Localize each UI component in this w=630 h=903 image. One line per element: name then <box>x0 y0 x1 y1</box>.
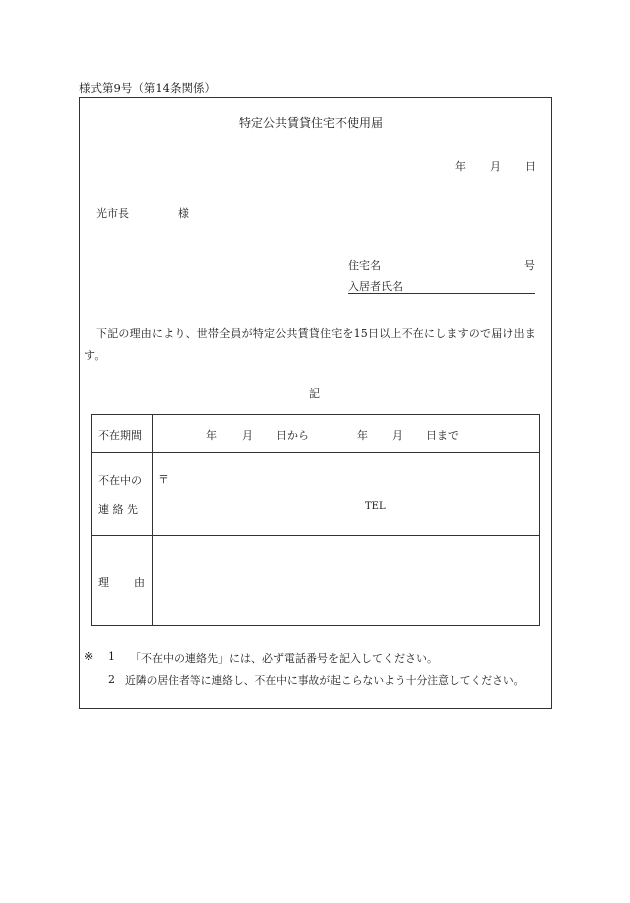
note-2-text: 近隣の居住者等に連絡し、不在中に事故が起こらないよう十分注意してください。 <box>125 674 525 687</box>
period-label: 不在期間 <box>98 429 142 442</box>
reason-label-char2: 由 <box>134 576 145 589</box>
note-1-text: 「不在中の連絡先」には、必ず電話番号を記入してください。 <box>130 652 438 665</box>
period-to-month: 月 <box>392 429 403 442</box>
date-year: 年 <box>455 160 466 173</box>
period-from-year: 年 <box>206 429 217 442</box>
tel-label: TEL <box>365 501 386 512</box>
date-month: 月 <box>490 160 501 173</box>
period-from-month: 月 <box>242 429 253 442</box>
postal-mark: 〒 <box>158 473 169 486</box>
date-day: 日 <box>525 160 536 173</box>
addressee-honorific: 様 <box>178 207 189 220</box>
note-2-number: 2 <box>108 673 115 686</box>
contact-label-line2: 連 絡 先 <box>98 503 138 516</box>
body-text-line1: 下記の理由により、世帯全員が特定公共賃貸住宅を15日以上不在にしますので届け出ま <box>96 327 536 340</box>
period-to-year: 年 <box>357 429 368 442</box>
body-text-line2: す。 <box>84 349 106 362</box>
house-number-suffix: 号 <box>524 259 535 272</box>
absence-table <box>91 414 540 626</box>
ki-heading: 記 <box>309 387 320 400</box>
note-1-number: 1 <box>108 650 115 663</box>
contact-label-line1: 不在中の <box>98 474 142 487</box>
table-row-divider-1 <box>92 452 539 453</box>
resident-name-underline <box>348 293 535 294</box>
resident-name-label: 入居者氏名 <box>348 280 403 293</box>
table-column-divider <box>152 415 153 625</box>
period-from-day: 日から <box>276 429 309 442</box>
form-number: 様式第9号（第14条関係） <box>79 81 216 95</box>
form-title: 特定公共賃貸住宅不使用届 <box>239 116 384 130</box>
reason-label-char1: 理 <box>98 576 109 589</box>
period-to-day: 日まで <box>426 429 459 442</box>
house-name-label: 住宅名 <box>348 259 381 272</box>
table-row-divider-2 <box>92 535 539 536</box>
note-mark: ※ <box>84 650 94 663</box>
addressee-name: 光市長 <box>96 207 129 220</box>
